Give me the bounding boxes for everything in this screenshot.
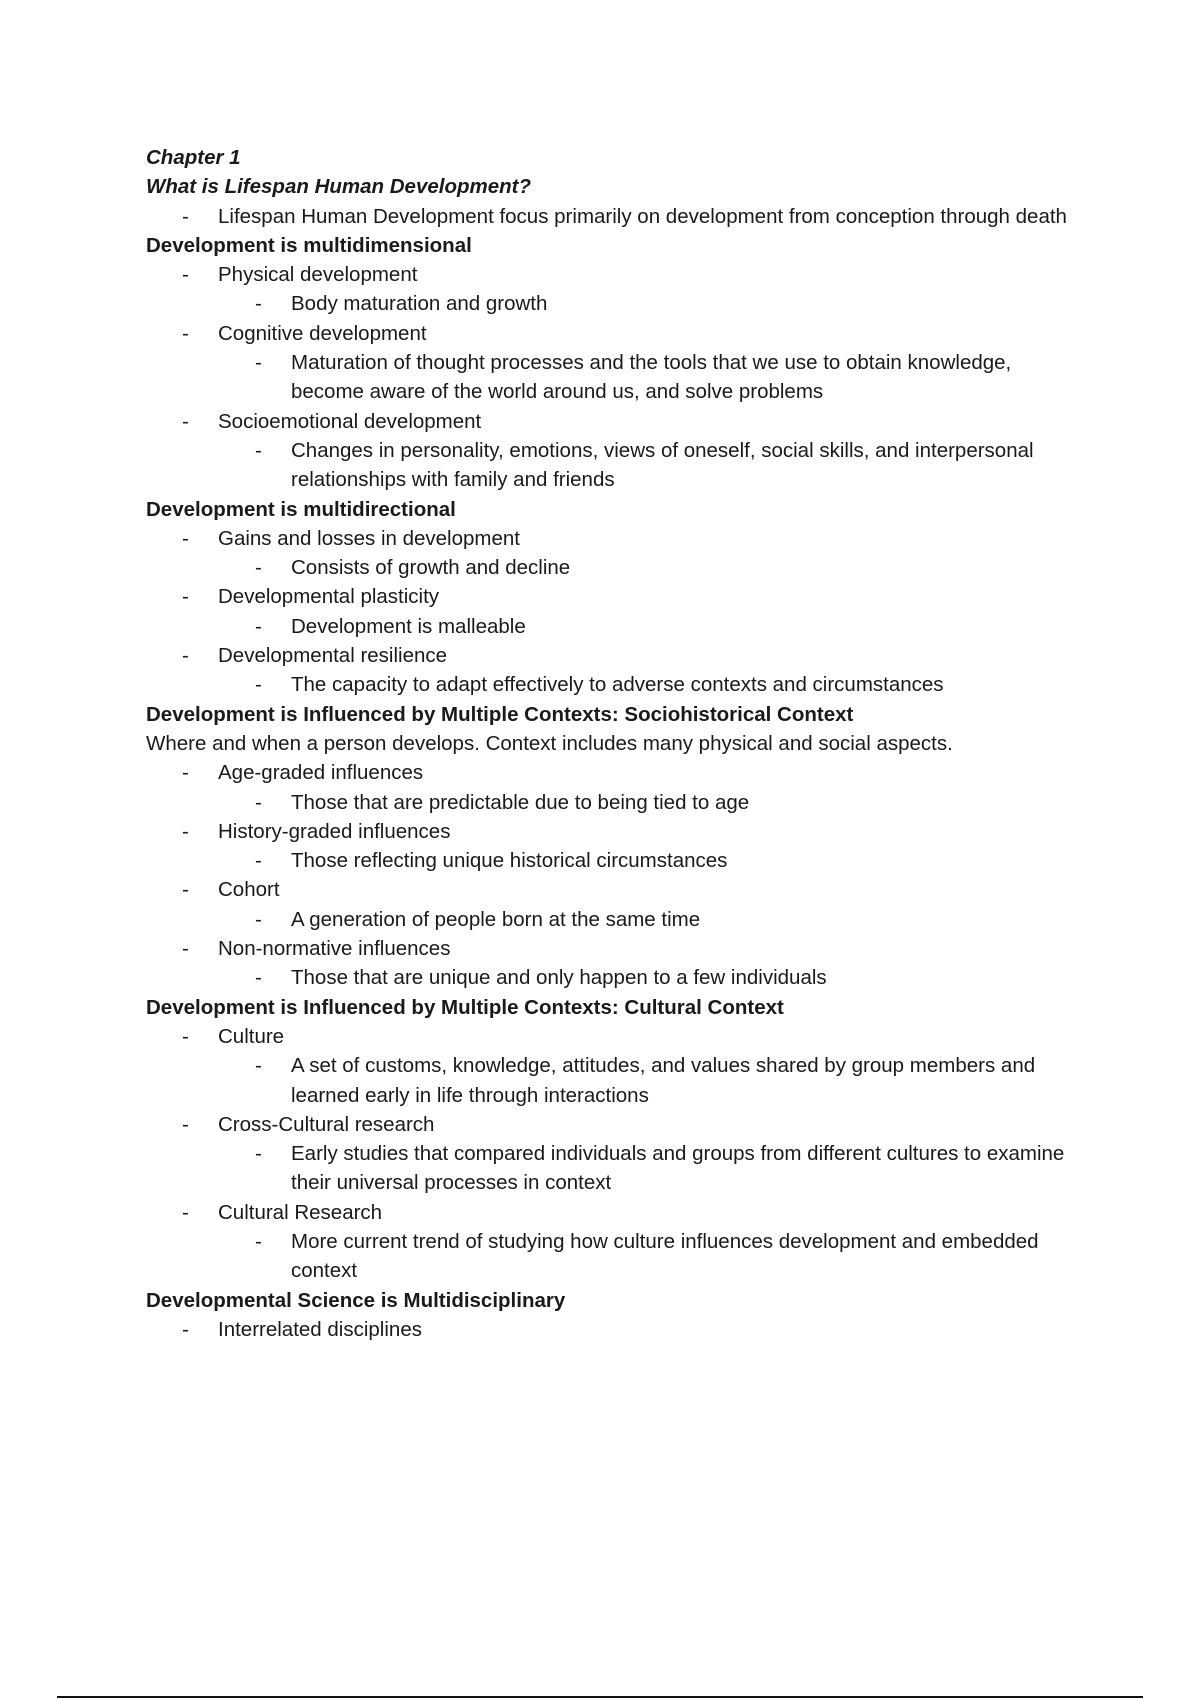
- bullet-dash: -: [182, 937, 189, 961]
- list-item: [146, 407, 1076, 436]
- list-item-text: Cohort: [218, 878, 280, 902]
- section-note: Where and when a person develops. Context includes many physical and social aspects.: [146, 731, 953, 755]
- bullet-dash: -: [255, 292, 262, 316]
- bullet-dash: -: [255, 1142, 262, 1166]
- sub-list-item-text: Consists of growth and decline: [291, 556, 571, 580]
- sub-list-item: [146, 788, 1076, 817]
- bullet-dash: -: [255, 907, 262, 931]
- section-heading: Development is Influenced by Multiple Contexts: Sociohistorical Context: [146, 702, 854, 726]
- bullet-dash: -: [255, 556, 262, 580]
- sub-list-item-text: Changes in personality, emotions, views of oneself, social skills, and interpersonal relationships with family and friends: [291, 438, 1034, 492]
- section-heading: Developmental Science is Multidisciplinary: [146, 1288, 566, 1312]
- bullet-dash: -: [255, 790, 262, 814]
- sub-list-item-text: Maturation of thought processes and the tools that we use to obtain knowledge, become aware of the world around us, and solve problems: [291, 351, 1012, 404]
- chapter-label: Chapter 1: [146, 146, 241, 169]
- bullet-dash: -: [182, 1200, 189, 1224]
- sub-list-item-text: The capacity to adapt effectively to adverse contexts and circumstances: [291, 673, 944, 697]
- sub-list-item-text: More current trend of studying how culture influences development and embedded context: [291, 1229, 1039, 1283]
- list-item: [146, 934, 1076, 963]
- bullet-dash: -: [182, 585, 189, 609]
- bullet-dash: -: [182, 204, 189, 228]
- list-item-text: Developmental resilience: [218, 644, 448, 668]
- list-item-text: Cultural Research: [218, 1200, 383, 1224]
- list-item: [146, 524, 1076, 553]
- sub-list-item: [146, 348, 1076, 407]
- bullet-dash: -: [182, 526, 189, 550]
- list-item-text: Socioemotional development: [218, 409, 482, 433]
- sub-list-item: [146, 289, 1076, 318]
- section-heading: Development is Influenced by Multiple Contexts: Cultural Context: [146, 995, 784, 1019]
- bullet-dash: -: [182, 761, 189, 785]
- sub-list-item-text: Early studies that compared individuals and groups from different cultures to examine their universal processes in context: [291, 1142, 1065, 1195]
- list-item: [146, 1110, 1076, 1139]
- bullet-dash: -: [182, 1024, 189, 1048]
- bullet-dash: -: [255, 1229, 262, 1253]
- section-heading: Development is multidimensional: [146, 233, 472, 257]
- list-item: [146, 1315, 1076, 1344]
- bullet-dash: -: [255, 849, 262, 873]
- page-bottom-rule: [57, 1696, 1143, 1698]
- bullet-dash: -: [182, 878, 189, 902]
- document-body: [146, 143, 1076, 1344]
- list-item: [146, 202, 1076, 231]
- list-item: [146, 319, 1076, 348]
- list-item-text: Culture: [218, 1024, 285, 1048]
- bullet-dash: -: [182, 644, 189, 668]
- sub-list-item: [146, 1227, 1076, 1286]
- sub-list-item-text: A set of customs, knowledge, attitudes, and values shared by group members and learned early in life through interactions: [291, 1054, 1036, 1107]
- sub-list-item-text: Those that are unique and only happen to a few individuals: [291, 966, 827, 990]
- bullet-dash: -: [182, 321, 189, 345]
- sub-list-item: [146, 905, 1076, 934]
- sub-list-item-text: Those reflecting unique historical circumstances: [291, 849, 728, 873]
- list-item-text: Cognitive development: [218, 321, 427, 345]
- bullet-dash: -: [182, 409, 189, 433]
- list-item-text: Age-graded influences: [218, 761, 424, 785]
- bullet-dash: -: [182, 1317, 189, 1341]
- sub-list-item-text: Body maturation and growth: [291, 292, 548, 316]
- list-item: [146, 875, 1076, 904]
- list-item: [146, 1022, 1076, 1051]
- bullet-dash: -: [255, 351, 262, 375]
- list-item-text: Physical development: [218, 263, 418, 287]
- sub-list-item: [146, 846, 1076, 875]
- list-item: [146, 582, 1076, 611]
- list-item: [146, 260, 1076, 289]
- sub-list-item-text: Those that are predictable due to being tied to age: [291, 790, 750, 814]
- list-item: [146, 1198, 1076, 1227]
- sub-list-item: [146, 670, 1076, 699]
- section-heading: Development is multidirectional: [146, 497, 456, 521]
- list-item: [146, 641, 1076, 670]
- sub-list-item-text: A generation of people born at the same time: [291, 907, 701, 931]
- page-title: What is Lifespan Human Development?: [146, 175, 531, 199]
- bullet-dash: -: [255, 966, 262, 990]
- list-item-text: Interrelated disciplines: [218, 1317, 422, 1341]
- sub-list-item-text: Development is malleable: [291, 614, 526, 638]
- list-item-text: Cross-Cultural research: [218, 1112, 435, 1136]
- bullet-dash: -: [255, 438, 262, 462]
- bullet-dash: -: [182, 263, 189, 287]
- sub-list-item: [146, 553, 1076, 582]
- list-item-text: Developmental plasticity: [218, 585, 440, 609]
- bullet-dash: -: [255, 1054, 262, 1078]
- bullet-dash: -: [182, 1112, 189, 1136]
- sub-list-item: [146, 963, 1076, 992]
- sub-list-item: [146, 612, 1076, 641]
- sub-list-item: [146, 436, 1076, 495]
- list-item-text: History-graded influences: [218, 819, 451, 843]
- list-item-text: Gains and losses in development: [218, 526, 520, 550]
- sub-list-item: [146, 1051, 1076, 1110]
- list-item: [146, 758, 1076, 787]
- bullet-dash: -: [255, 614, 262, 638]
- bullet-dash: -: [255, 673, 262, 697]
- list-item-text: Non-normative influences: [218, 937, 451, 961]
- list-item-text: Lifespan Human Development focus primarily on development from conception through death: [218, 204, 1067, 228]
- bullet-dash: -: [182, 819, 189, 843]
- sub-list-item: [146, 1139, 1076, 1198]
- list-item: [146, 817, 1076, 846]
